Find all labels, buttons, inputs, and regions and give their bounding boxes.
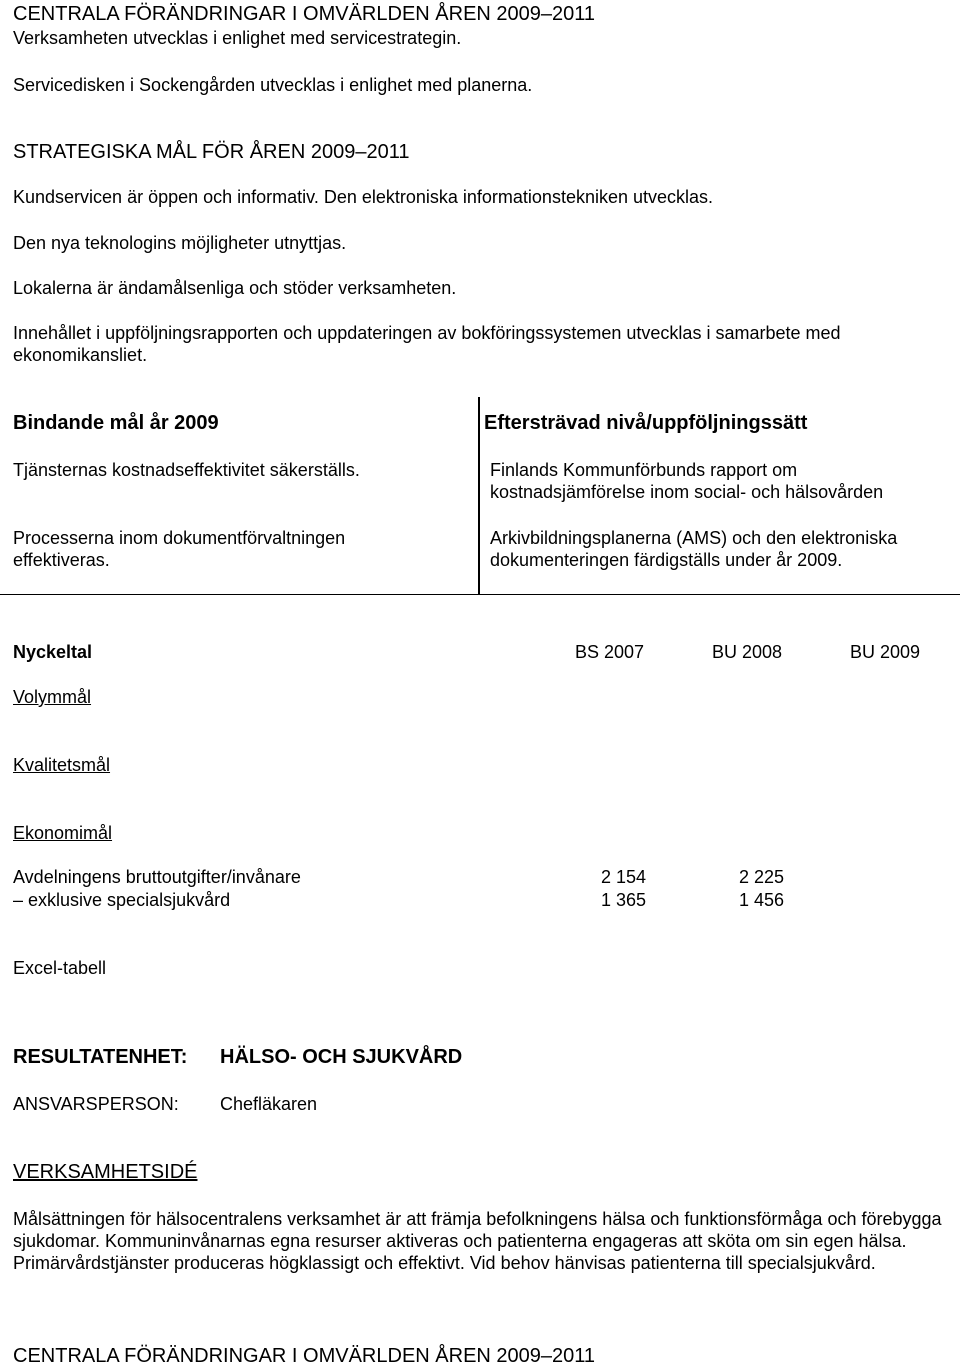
keyfigures-col-bu2009: BU 2009 xyxy=(850,642,921,662)
section1-line1: Verksamheten utvecklas i enlighet med servicestrategin. xyxy=(13,28,462,48)
binding-goals-table xyxy=(0,397,960,595)
section-heading-central-changes: CENTRALA FÖRÄNDRINGAR I OMVÄRLDEN ÅREN 2009–2011 xyxy=(13,3,596,25)
table-row-bs2007: 2 154 xyxy=(601,867,647,887)
economy-goals-label: Ekonomimål xyxy=(13,823,113,843)
result-unit-name: HÄLSO- OCH SJUKVÅRD xyxy=(220,1046,463,1068)
table-row-label: – exklusive specialsjukvård xyxy=(13,890,231,910)
business-idea-text: Målsättningen för hälsocentralens verksamhet är att främja befolkningens hälsa och funktionsförmåga och förebygga sjukdomar. Kommuninvånarnas egna resurser aktiveras och patienterna engageras att sköta om sin egen hälsa. Primärvårdstjänster produceras högklassigt och effektivt. Vid behov hänvisas patienterna till specialsjukvård. xyxy=(13,1209,942,1273)
table-row-bu2008: 1 456 xyxy=(739,890,785,910)
strategic-line1: Kundservicen är öppen och informativ. Den elektroniska informationstekniken utvecklas. xyxy=(13,187,714,207)
responsible-person-label: ANSVARSPERSON: xyxy=(13,1094,179,1114)
keyfigures-col-bu2008: BU 2008 xyxy=(712,642,783,662)
table-row-bu2008: 2 225 xyxy=(739,867,785,887)
followup-header: Eftersträvad nivå/uppföljningssätt xyxy=(484,412,808,434)
business-idea-heading: VERKSAMHETSIDÉ xyxy=(13,1161,198,1183)
keyfigures-title: Nyckeltal xyxy=(13,642,93,662)
volume-goals-label: Volymmål xyxy=(13,687,92,707)
goal-row-2-goal: Processerna inom dokumentförvaltningen effektiveras. xyxy=(13,528,346,570)
footer-heading-central-changes: CENTRALA FÖRÄNDRINGAR I OMVÄRLDEN ÅREN 2009–2011 xyxy=(13,1345,596,1367)
section1-line2: Servicedisken i Sockengården utvecklas i enlighet med planerna. xyxy=(13,75,533,95)
keyfigures-col-bs2007: BS 2007 xyxy=(575,642,645,662)
table-row-bs2007: 1 365 xyxy=(601,890,647,910)
goal-row-1-followup: Finlands Kommunförbunds rapport om kostnadsjämförelse inom social- och hälsovården xyxy=(490,460,884,502)
quality-goals-label: Kvalitetsmål xyxy=(13,755,111,775)
result-unit-label: RESULTATENHET: xyxy=(13,1046,188,1068)
responsible-person-name: Chefläkaren xyxy=(220,1094,318,1114)
goal-row-1-goal: Tjänsternas kostnadseffektivitet säkerställs. xyxy=(13,460,360,480)
table-column-divider xyxy=(478,397,480,594)
binding-goals-header: Bindande mål år 2009 xyxy=(13,412,219,434)
section-heading-strategic-goals: STRATEGISKA MÅL FÖR ÅREN 2009–2011 xyxy=(13,141,410,163)
goal-row-2-followup: Arkivbildningsplanerna (AMS) och den elektroniska dokumenteringen färdigställs under år 2009. xyxy=(490,528,898,570)
table-row-label: Avdelningens bruttoutgifter/invånare xyxy=(13,867,301,887)
excel-table-reference: Excel-tabell xyxy=(13,958,107,978)
strategic-line4: Innehållet i uppföljningsrapporten och uppdateringen av bokföringssystemen utvecklas i samarbete med ekonomikansliet. xyxy=(13,323,841,365)
strategic-line2: Den nya teknologins möjligheter utnyttjas. xyxy=(13,233,347,253)
strategic-line3: Lokalerna är ändamålsenliga och stöder verksamheten. xyxy=(13,278,457,298)
